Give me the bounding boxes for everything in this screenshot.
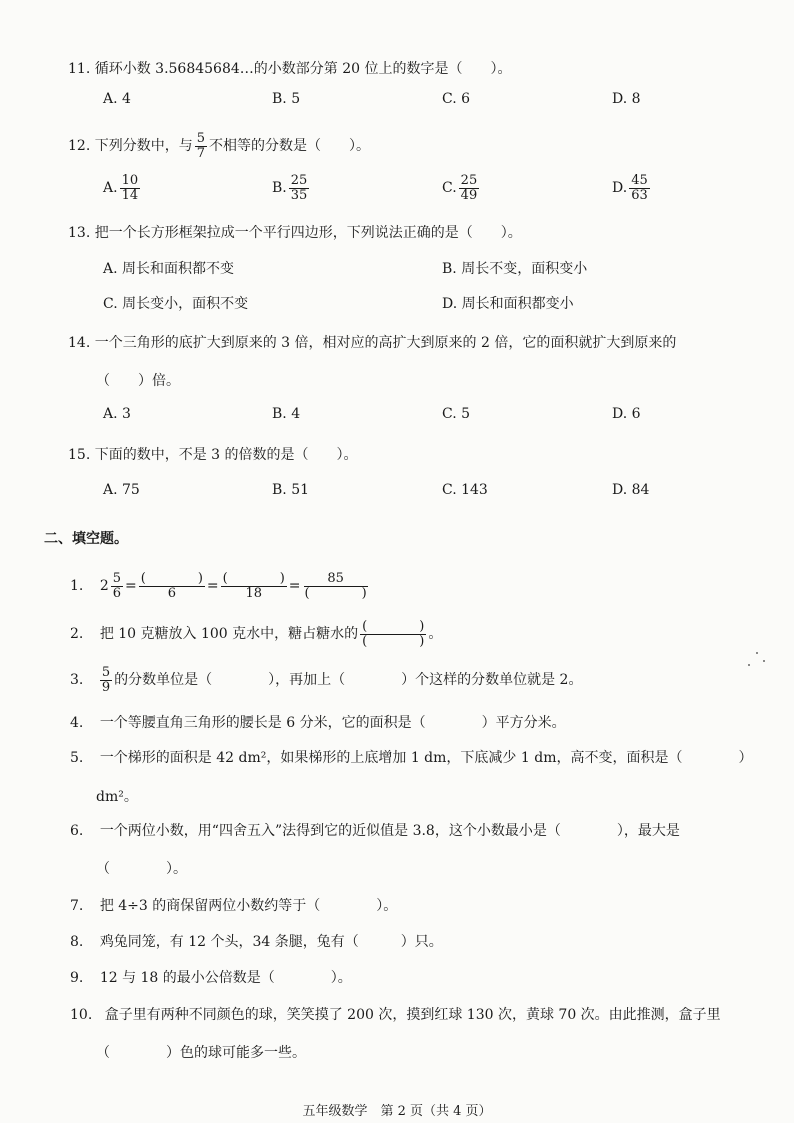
option-d: D. 84 [612,482,650,498]
question-text: 一个两位小数，用“四舍五入”法得到它的近似值是 3.8，这个小数最小是（ ），最大是 [99,823,680,839]
equals-sign: = [206,578,219,595]
scan-speck [748,664,750,666]
question-text: 一个等腰直角三角形的腰长是 6 分米，它的面积是（ ）平方分米。 [99,715,566,731]
question-number: 5. [70,750,84,766]
question-text-before: 下列分数中，与 [94,138,193,155]
option-c: C. $\frac{25}{49}$ [442,173,478,203]
option-a: A. $\frac{10}{14}$ [103,173,139,203]
option-c: C. 6 [442,91,471,107]
question-text: 的分数单位是（ ），再加上（ ）个这样的分数单位就是 2。 [114,672,583,689]
fraction [195,132,207,160]
option-d: D. 8 [612,91,641,107]
fraction: $\frac{5}{6}$ [112,571,122,601]
option-b: B. 51 [272,482,310,498]
fraction: $\frac{25}{49}$ [460,173,478,203]
whole-number: 2 [99,578,109,595]
question-text: 盒子里有两种不同颜色的球，笑笑摸了 200 次，摸到红球 130 次，黄球 70 次。由此推测，盒子里 [104,1007,721,1023]
option-b: B. $\frac{25}{35}$ [272,173,308,203]
question-number: 4. [70,715,84,731]
question-number: 1. [70,578,84,595]
equals-sign: = [125,578,137,595]
question-text: 循环小数 3.56845684…的小数部分第 20 位上的数字是（ ）。 [94,61,512,77]
question-14 [68,332,676,352]
question-text: 把 4÷3 的商保留两位小数约等于（ ）。 [99,898,398,914]
page-footer: 五年级数学 第 2 页（共 4 页） [302,1104,492,1119]
option-b: B. 5 [272,91,301,107]
fraction: $\frac{( )}{( )}$ [362,619,425,649]
fill-question-10 [70,1004,721,1024]
fraction: $\frac{( )}{6}$ [140,571,203,601]
question-text: 鸡兔同笼，有 12 个头，34 条腿，兔有（ ）只。 [99,934,443,950]
option-d: D. 6 [612,406,641,422]
question-number: 6. [70,823,84,839]
fill-question-7 [70,895,397,915]
fraction: $\frac{85}{( )}$ [304,571,367,601]
option-d: D. 周长和面积都变小 [442,296,574,312]
question-text: 一个三角形的底扩大到原来的 3 倍，相对应的高扩大到原来的 2 倍，它的面积就扩大到原来的 [94,335,677,351]
question-number: 13. [68,225,91,241]
fraction: $\frac{( )}{18}$ [222,571,285,601]
fill-question-5 [70,747,752,767]
scan-speck [763,660,765,662]
option-d: D. $\frac{45}{63}$ [612,173,648,203]
fill-question-3 [70,666,582,694]
option-c: C. 143 [442,482,488,498]
question-number: 11. [68,61,91,77]
scan-speck [756,652,758,654]
question-text: 把一个长方形框架拉成一个平行四边形，下列说法正确的是（ ）。 [94,225,522,241]
question-text: 下面的数中，不是 3 的倍数的是（ ）。 [94,447,358,463]
fill-question-6 [70,820,680,840]
option-a: A. 周长和面积都不变 [103,261,235,277]
question-number: 15. [68,447,91,463]
fill-question-10-continued: （ ）色的球可能多一些。 [96,1045,306,1061]
fill-question-9 [70,967,352,987]
question-number: 3. [70,672,84,689]
fill-question-4 [70,712,566,732]
fill-question-2: 2. 把 10 克糖放入 100 克水中，糖占糖水的 $\frac{( )}{( )}$ 。 [70,619,443,649]
question-text: 一个梯形的面积是 42 dm²，如果梯形的上底增加 1 dm，下底减少 1 dm，高不变，面积是（ ） [99,750,753,766]
question-number: 2. [70,626,84,643]
fraction: $\frac{45}{63}$ [631,173,648,203]
question-14-continued: （ ）倍。 [96,373,180,389]
option-a: A. 75 [103,482,140,498]
fraction: $\frac{10}{14}$ [121,173,139,203]
denominator: 7 [196,145,205,161]
question-15 [68,444,358,464]
question-number: 12. [68,138,91,155]
section-title: 二、填空题。 [44,531,128,547]
question-11 [68,58,512,78]
option-a: A. 4 [103,91,131,107]
option-c: C. 周长变小，面积不变 [103,296,249,312]
question-number: 7. [70,898,84,914]
equals-sign: = [288,578,301,595]
fraction: $\frac{5}{9}$ [101,665,111,695]
question-number: 14. [68,335,91,351]
question-number: 8. [70,934,84,950]
question-text: 12 与 18 的最小公倍数是（ ）。 [99,970,352,986]
fill-question-5-continued: dm²。 [96,789,138,805]
option-a: A. 3 [103,406,131,422]
question-12 [68,132,370,160]
question-text: 把 10 克糖放入 100 克水中，糖占糖水的 [99,626,359,643]
fill-question-6-continued: （ ）。 [96,861,187,877]
option-b: B. 周长不变，面积变小 [442,261,588,277]
question-13 [68,222,522,242]
fraction: $\frac{25}{35}$ [290,173,308,203]
question-number: 9. [70,970,84,986]
question-number: 10. [70,1007,93,1023]
option-b: B. 4 [272,406,301,422]
fill-question-1 [70,572,371,600]
question-text-after: 不相等的分数是（ ）。 [209,138,370,155]
fill-question-8 [70,931,443,951]
option-c: C. 5 [442,406,471,422]
numerator: 5 [196,131,205,146]
